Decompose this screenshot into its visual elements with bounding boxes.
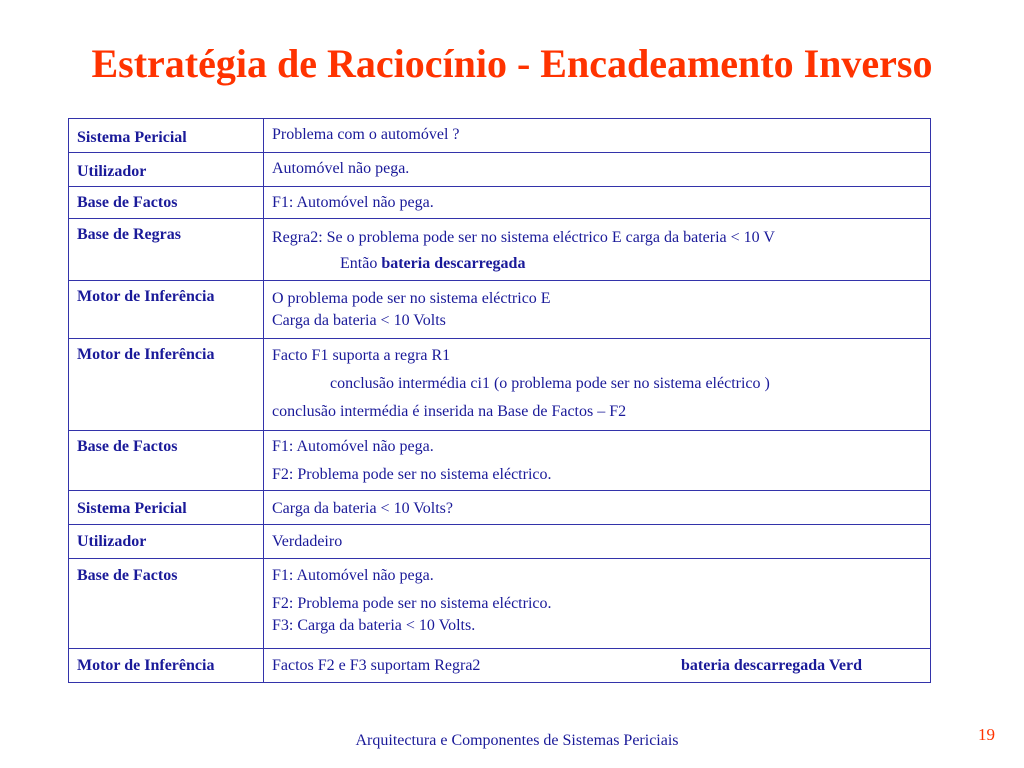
page-number: 19 [978, 725, 995, 744]
row-label: Base de Factos [69, 187, 264, 219]
row-line: Regra2: Se o problema pode ser no sistema eléctrico E carga da bateria < 10 V [272, 229, 775, 246]
slide-footer: Arquitectura e Componentes de Sistemas Periciais [355, 732, 679, 749]
reasoning-table [68, 118, 931, 683]
row-line: conclusão intermédia é inserida na Base de Factos – F2 [272, 403, 627, 420]
row-label: Motor de Inferência [69, 649, 264, 683]
row-label: Motor de Inferência [69, 339, 264, 431]
row-line: Factos F2 e F3 suportam Regra2 [272, 657, 481, 674]
table-row [69, 219, 931, 281]
row-content [264, 281, 931, 339]
table-row [69, 187, 931, 219]
row-line: O problema pode ser no sistema eléctrico E [272, 290, 551, 307]
slide-title: Estratégia de Raciocínio - Encadeamento Inverso [91, 41, 933, 86]
row-line [272, 249, 922, 275]
row-label: Base de Regras [69, 219, 264, 281]
row-content [264, 219, 931, 281]
row-content [264, 649, 931, 683]
row-line: conclusão intermédia ci1 (o problema pode ser no sistema eléctrico ) [330, 375, 770, 392]
table-row [69, 525, 931, 559]
table-row [69, 153, 931, 187]
row-content [264, 119, 931, 153]
table-row [69, 431, 931, 491]
row-line: F1: Automóvel não pega. [272, 438, 434, 455]
row-line: Carga da bateria < 10 Volts? [272, 500, 453, 517]
table-row [69, 281, 931, 339]
row-line: F1: Automóvel não pega. [272, 194, 434, 211]
row-content [264, 187, 931, 219]
row-label: Base de Factos [69, 431, 264, 491]
row-label: Sistema Pericial [69, 119, 264, 153]
row-line: F2: Problema pode ser no sistema eléctrico. [272, 595, 552, 612]
table-row [69, 491, 931, 525]
table-row [69, 559, 931, 649]
final-conclusion: bateria descarregada Verd [681, 657, 863, 674]
row-label: Sistema Pericial [69, 491, 264, 525]
row-content [264, 153, 931, 187]
table-row [69, 119, 931, 153]
row-content [264, 559, 931, 649]
row-line: Automóvel não pega. [272, 160, 410, 177]
row-line: Carga da bateria < 10 Volts [272, 312, 446, 329]
row-line: Verdadeiro [272, 533, 343, 550]
row-line: Facto F1 suporta a regra R1 [272, 347, 451, 364]
row-content [264, 339, 931, 431]
row-label: Motor de Inferência [69, 281, 264, 339]
row-content [264, 525, 931, 559]
table-row [69, 339, 931, 431]
row-line: F2: Problema pode ser no sistema eléctrico. [272, 466, 552, 483]
rule-conclusion: bateria descarregada [381, 255, 526, 272]
row-line: Problema com o automóvel ? [272, 126, 460, 143]
row-line: F1: Automóvel não pega. [272, 567, 434, 584]
then-keyword: Então [340, 255, 378, 272]
row-line: F3: Carga da bateria < 10 Volts. [272, 617, 476, 634]
table-row [69, 649, 931, 683]
row-content [264, 491, 931, 525]
row-label: Utilizador [69, 153, 264, 187]
row-content [264, 431, 931, 491]
row-label: Base de Factos [69, 559, 264, 649]
row-label: Utilizador [69, 525, 264, 559]
